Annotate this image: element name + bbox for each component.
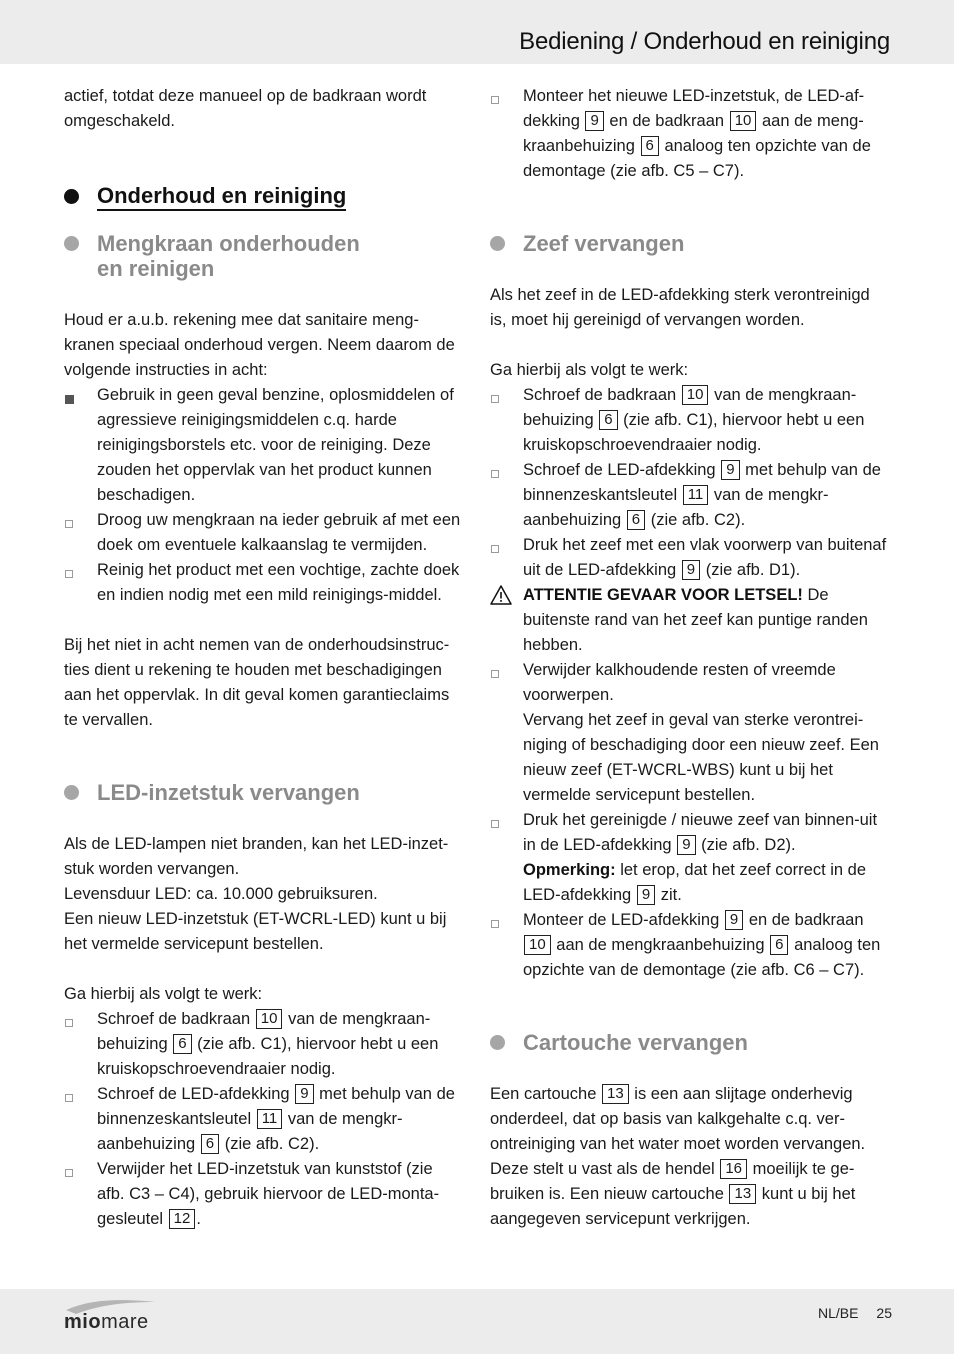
led-order: Een nieuw LED-inzetstuk (ET-WCRL-LED) kunt u bij het vermelde servicepunt bestellen. (64, 910, 447, 953)
bullet-dot-icon (64, 236, 79, 251)
list-item: Schroef de badkraan 10 van de mengkraan-behuizing 6 (zie afb. C1), hiervoor hebt u een kruiskopschroevendraaier nodig. (490, 383, 888, 458)
part-ref: 6 (599, 410, 617, 430)
maintenance-intro: Houd er a.u.b. rekening mee dat sanitaire meng-kranen speciaal onderhoud vergen. Neem daarom de volgende instructies in acht: (64, 311, 455, 379)
part-ref: 10 (524, 935, 551, 955)
part-ref: 10 (256, 1009, 283, 1029)
part-ref: 6 (627, 510, 645, 530)
list-item: Reinig het product met een vochtige, zachte doek en indien nodig met een mild reinigings-middel. (64, 558, 462, 608)
led-steps-list (64, 1007, 462, 1232)
page-number: NL/BE 25 (817, 1305, 892, 1321)
bullet-dot-icon (64, 785, 79, 800)
square-bullet-icon (491, 96, 499, 104)
list-item: Verwijder kalkhoudende resten of vreemde voorwerpen. Vervang het zeef in geval van sterke verontrei-niging of beschadiging door een nieuw zeef. Een nieuw zeef (ET-WCRL-WBS) kunt u bij het vermelde servicepunt bestellen. (490, 658, 888, 808)
right-column (490, 84, 888, 1232)
brand-logo: miomare (64, 1311, 149, 1333)
subheading-cartouche: Cartouche vervangen (490, 1030, 888, 1055)
part-ref: 12 (169, 1209, 196, 1229)
square-bullet-icon (65, 570, 73, 578)
steps-intro: Ga hierbij als volgt te werk: (490, 361, 689, 379)
square-bullet-icon (491, 545, 499, 553)
part-ref: 9 (295, 1084, 313, 1104)
square-bullet-icon (491, 920, 499, 928)
part-ref: 10 (682, 385, 709, 405)
part-ref: 6 (201, 1134, 219, 1154)
square-bullet-icon (65, 395, 74, 404)
square-bullet-icon (65, 1169, 73, 1177)
list-item: Schroef de LED-afdekking 9 met behulp van de binnenzeskantsleutel 11 van de mengkr-aanbehuizing 6 (zie afb. C2). (64, 1082, 462, 1157)
steps-intro: Ga hierbij als volgt te werk: (64, 985, 263, 1003)
square-bullet-icon (65, 1019, 73, 1027)
subheading-led: LED-inzetstuk vervangen (64, 780, 462, 805)
intro-paragraph: actief, totdat deze manueel op de badkraan wordt omgeschakeld. (64, 87, 427, 130)
bullet-dot-icon (490, 236, 505, 251)
part-ref: 13 (729, 1184, 756, 1204)
part-ref: 10 (730, 111, 757, 131)
square-bullet-icon (491, 670, 499, 678)
cartouche-paragraph: Een cartouche 13 is een aan slijtage onderhevig onderdeel, dat op basis van kalkgehalte c.q. ver-ontreiniging van het water moet worden vervangen. Deze stelt u vast als de hendel 16 moeilijk te ge-bruiken is. Een nieuw cartouche 13 kunt u bij het aangegeven servicepunt verkrijgen. (490, 1085, 866, 1228)
zeef-paragraph: Als het zeef in de LED-afdekking sterk verontreinigd is, moet hij gereinigd of vervangen worden. (490, 286, 870, 329)
list-item: Monteer het nieuwe LED-inzetstuk, de LED-af-dekking 9 en de badkraan 10 aan de meng-kraanbehuizing 6 analoog ten opzichte van de demontage (zie afb. C5 – C7). (490, 84, 888, 184)
square-bullet-icon (65, 520, 73, 528)
part-ref: 11 (683, 485, 709, 505)
part-ref: 6 (641, 136, 659, 156)
zeef-steps-list (490, 383, 888, 983)
subheading-mengkraan: Mengkraan onderhouden en reinigen (64, 231, 462, 281)
maintenance-list (64, 383, 462, 608)
part-ref: 9 (585, 111, 603, 131)
list-item: Gebruik in geen geval benzine, oplosmiddelen of agressieve reinigingsmiddelen c.q. harde reinigingsborstels etc. voor de reiniging. Deze zouden het oppervlak van het product kunnen beschadigen. (64, 383, 462, 508)
page-header (0, 0, 954, 64)
warning-triangle-icon (490, 585, 512, 605)
part-ref: 11 (257, 1109, 283, 1129)
led-lifetime: Levensduur LED: ca. 10.000 gebruiksuren. (64, 885, 378, 903)
led-paragraph: Als de LED-lampen niet branden, kan het LED-inzet-stuk worden vervangen. (64, 835, 449, 878)
warning-item: ATTENTIE GEVAAR VOOR LETSEL! De buitenste rand van het zeef kan puntige randen hebben. (490, 583, 888, 658)
list-item: Schroef de LED-afdekking 9 met behulp van de binnenzeskantsleutel 11 van de mengkr-aanbehuizing 6 (zie afb. C2). (490, 458, 888, 533)
part-ref: 6 (770, 935, 788, 955)
list-item: Druk het gereinigde / nieuwe zeef van binnen-uit in de LED-afdekking 9 (zie afb. D2). Opmerking: let erop, dat het zeef correct in de LED-afdekking 9 zit. (490, 808, 888, 908)
part-ref: 9 (721, 460, 739, 480)
list-item: Druk het zeef met een vlak voorwerp van buitenaf uit de LED-afdekking 9 (zie afb. D1). (490, 533, 888, 583)
led-mount-list (490, 84, 888, 184)
part-ref: 6 (173, 1034, 191, 1054)
part-ref: 9 (677, 835, 695, 855)
part-ref: 13 (602, 1084, 629, 1104)
list-item: Monteer de LED-afdekking 9 en de badkraan 10 aan de mengkraanbehuizing 6 analoog ten opzichte van de demontage (zie afb. C6 – C7). (490, 908, 888, 983)
subheading-zeef: Zeef vervangen (490, 231, 888, 256)
square-bullet-icon (491, 470, 499, 478)
warranty-note: Bij het niet in acht nemen van de onderhoudsinstruc-ties dient u rekening te houden met beschadigingen aan het oppervlak. In dit geval komen garantieclaims te vervallen. (64, 636, 450, 729)
bullet-dot-icon (64, 189, 79, 204)
section-heading: Onderhoud en reiniging (64, 181, 462, 211)
left-column (64, 84, 462, 1232)
page-title: Bediening / Onderhoud en reiniging (519, 28, 890, 55)
square-bullet-icon (65, 1094, 73, 1102)
part-ref: 9 (725, 910, 743, 930)
list-item: Droog uw mengkraan na ieder gebruik af met een doek om eventuele kalkaanslag te vermijden. (64, 508, 462, 558)
list-item: Schroef de badkraan 10 van de mengkraan-behuizing 6 (zie afb. C1), hiervoor hebt u een kruiskopschroevendraaier nodig. (64, 1007, 462, 1082)
part-ref: 9 (637, 885, 655, 905)
square-bullet-icon (491, 395, 499, 403)
list-item: Verwijder het LED-inzetstuk van kunststof (zie afb. C3 – C4), gebruik hiervoor de LED-monta-gesleutel 12 . (64, 1157, 462, 1232)
square-bullet-icon (491, 820, 499, 828)
part-ref: 9 (682, 560, 700, 580)
bullet-dot-icon (490, 1035, 505, 1050)
part-ref: 16 (720, 1159, 747, 1179)
